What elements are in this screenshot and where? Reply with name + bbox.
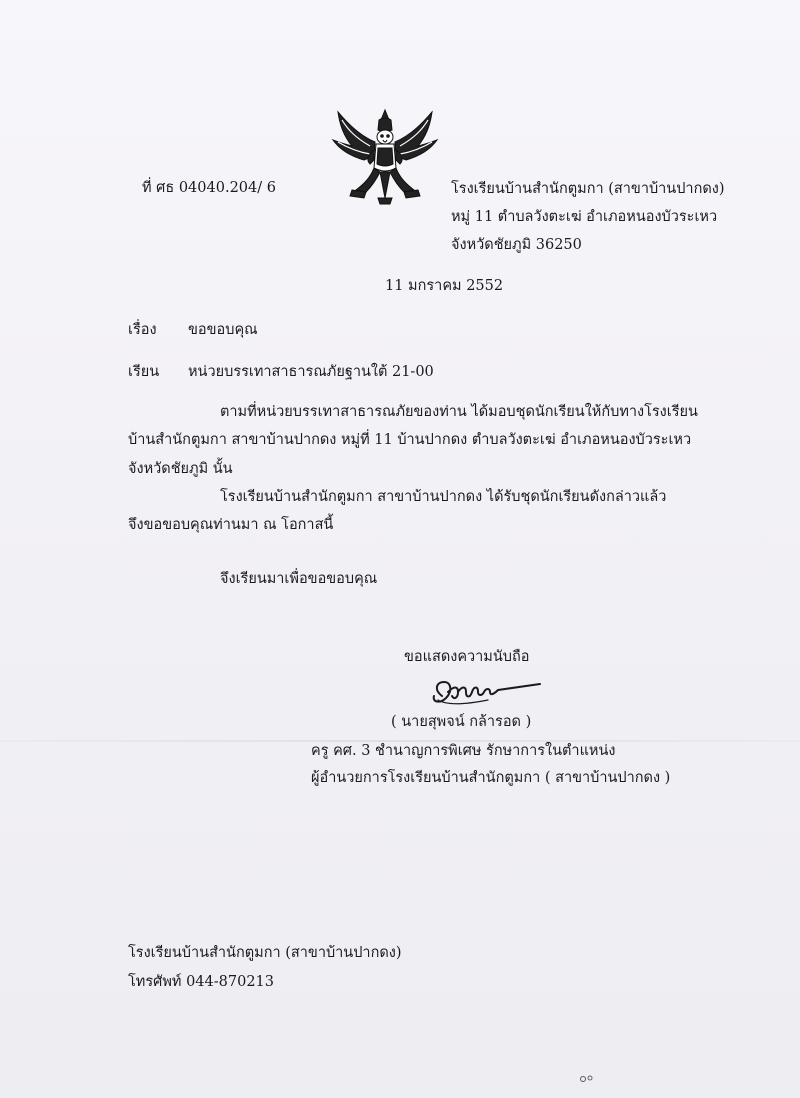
sender-line-1: โรงเรียนบ้านสำนักตูมกา (สาขาบ้านปากดง)	[451, 181, 725, 197]
body-paragraph-1-line-1: ตามที่หน่วยบรรเทาสาธารณภัยของท่าน ได้มอบชุดนักเรียนให้กับทางโรงเรียน	[220, 404, 698, 420]
reference-number: ที่ ศธ 04040.204/ 6	[142, 180, 276, 196]
subject-value: ขอขอบคุณ	[188, 322, 258, 338]
body-paragraph-1-line-2: บ้านสำนักตูมกา สาขาบ้านปากดง หมู่ที่ 11 บ้านปากดง ตำบลวังตะเฆ่ อำเภอหนองบัวระเหว	[128, 432, 692, 448]
body-paragraph-1-line-3: จังหวัดชัยภูมิ นั้น	[128, 461, 233, 477]
subject-label: เรื่อง	[128, 322, 157, 338]
body-paragraph-3: จึงเรียนมาเพื่อขอขอบคุณ	[220, 571, 378, 587]
letter-date: 11 มกราคม 2552	[385, 278, 504, 294]
sender-line-2: หมู่ 11 ตำบลวังตะเฆ่ อำเภอหนองบัวระเหว	[451, 209, 718, 225]
closing-phrase: ขอแสดงความนับถือ	[404, 649, 530, 665]
paper-speck	[578, 1073, 598, 1085]
garuda-emblem-icon	[330, 106, 440, 208]
handwritten-signature	[428, 670, 546, 710]
footer-phone: โทรศัพท์ 044-870213	[128, 974, 274, 990]
footer-organization: โรงเรียนบ้านสำนักตูมกา (สาขาบ้านปากดง)	[128, 945, 402, 961]
body-paragraph-2-line-2: จึงขอขอบคุณท่านมา ณ โอกาสนี้	[128, 517, 334, 533]
recipient-label: เรียน	[128, 364, 160, 380]
signatory-position-1: ครู คศ. 3 ชำนาญการพิเศษ รักษาการในตำแหน่ง	[311, 743, 616, 759]
signatory-name: ( นายสุพจน์ กล้ารอด )	[391, 714, 532, 730]
body-paragraph-2-line-1: โรงเรียนบ้านสำนักตูมกา สาขาบ้านปากดง ได้รับชุดนักเรียนดังกล่าวแล้ว	[220, 489, 667, 505]
signatory-position-2: ผู้อำนวยการโรงเรียนบ้านสำนักตูมกา ( สาขาบ้านปากดง )	[311, 770, 671, 786]
sender-line-3: จังหวัดชัยภูมิ 36250	[451, 237, 582, 253]
recipient-value: หน่วยบรรเทาสาธารณภัยฐานใต้ 21-00	[188, 364, 434, 380]
